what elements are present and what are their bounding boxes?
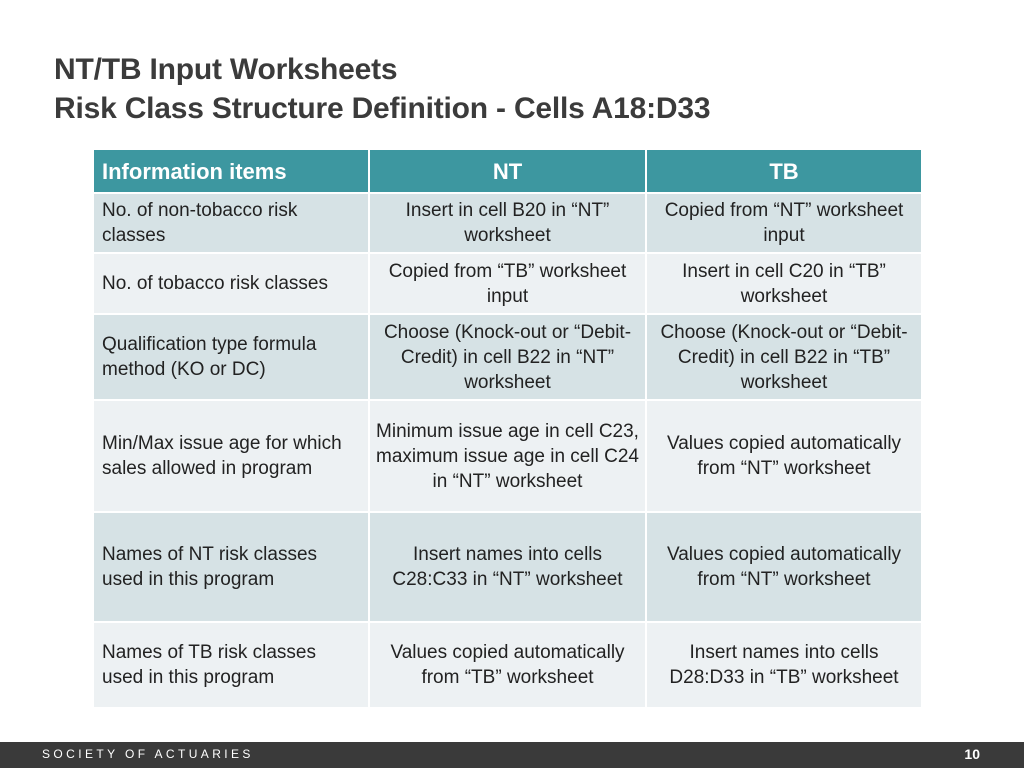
nt-cell: Minimum issue age in cell C23, maximum issue age in cell C24 in “NT” worksheet bbox=[369, 400, 646, 512]
table-row bbox=[93, 400, 922, 512]
table-row bbox=[93, 512, 922, 622]
nt-cell: Choose (Knock-out or “Debit-Credit) in cell B22 in “NT” worksheet bbox=[369, 314, 646, 400]
nt-cell: Insert in cell B20 in “NT” worksheet bbox=[369, 193, 646, 253]
item-cell: No. of tobacco risk classes bbox=[93, 253, 369, 314]
footer-brand: SOCIETY OF ACTUARIES bbox=[42, 747, 254, 761]
table-row bbox=[93, 253, 922, 314]
nt-cell: Copied from “TB” worksheet input bbox=[369, 253, 646, 314]
item-cell: Qualification type formula method (KO or DC) bbox=[93, 314, 369, 400]
slide-title bbox=[54, 50, 710, 128]
header-information-items: Information items bbox=[93, 149, 369, 193]
tb-cell: Copied from “NT” worksheet input bbox=[646, 193, 922, 253]
nt-cell: Insert names into cells C28:C33 in “NT” worksheet bbox=[369, 512, 646, 622]
tb-cell: Choose (Knock-out or “Debit-Credit) in cell B22 in “TB” worksheet bbox=[646, 314, 922, 400]
header-nt: NT bbox=[369, 149, 646, 193]
page-number: 10 bbox=[964, 746, 980, 762]
item-cell: Min/Max issue age for which sales allowed in program bbox=[93, 400, 369, 512]
tb-cell: Insert names into cells D28:D33 in “TB” worksheet bbox=[646, 622, 922, 708]
tb-cell: Values copied automatically from “NT” worksheet bbox=[646, 400, 922, 512]
item-cell: No. of non-tobacco risk classes bbox=[93, 193, 369, 253]
table-row bbox=[93, 314, 922, 400]
slide-title-line-2: Risk Class Structure Definition - Cells A18:D33 bbox=[54, 92, 711, 125]
table-row bbox=[93, 193, 922, 253]
table-header-row bbox=[93, 149, 922, 193]
risk-class-table bbox=[92, 148, 923, 709]
item-cell: Names of NT risk classes used in this program bbox=[93, 512, 369, 622]
table-row bbox=[93, 622, 922, 708]
item-cell: Names of TB risk classes used in this program bbox=[93, 622, 369, 708]
nt-cell: Values copied automatically from “TB” worksheet bbox=[369, 622, 646, 708]
footer-bar bbox=[0, 742, 1024, 768]
header-tb: TB bbox=[646, 149, 922, 193]
tb-cell: Insert in cell C20 in “TB” worksheet bbox=[646, 253, 922, 314]
tb-cell: Values copied automatically from “NT” worksheet bbox=[646, 512, 922, 622]
slide-title-line-1: NT/TB Input Worksheets bbox=[54, 53, 398, 86]
